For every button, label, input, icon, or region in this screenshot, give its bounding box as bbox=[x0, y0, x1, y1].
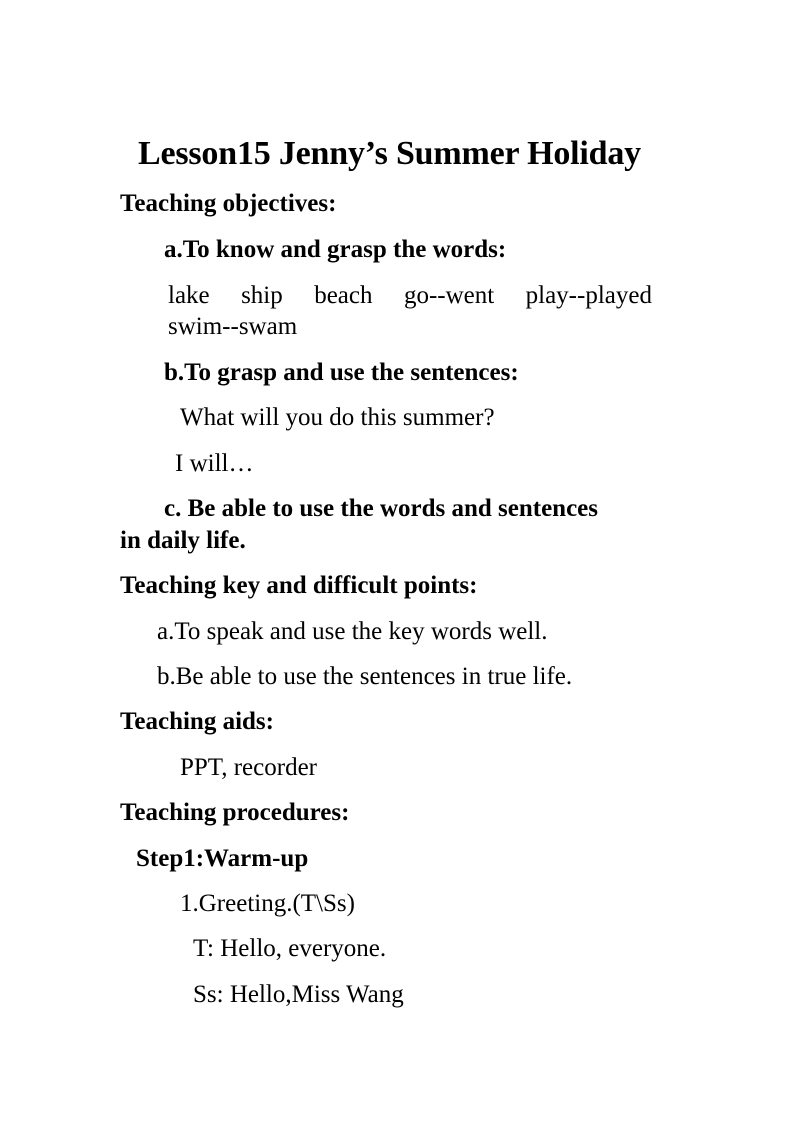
lesson-title: Lesson15 Jenny’s Summer Holiday bbox=[138, 135, 641, 172]
objective-c-line2: in daily life. bbox=[120, 527, 246, 554]
vocabulary-word: ship bbox=[241, 282, 283, 309]
step1-heading: Step1:Warm-up bbox=[136, 845, 309, 872]
vocabulary-word: beach bbox=[314, 282, 373, 309]
teacher-line: T: Hello, everyone. bbox=[193, 935, 387, 962]
key-points-heading: Teaching key and difficult points: bbox=[120, 572, 478, 599]
objectives-heading: Teaching objectives: bbox=[120, 190, 337, 217]
students-line: Ss: Hello,Miss Wang bbox=[193, 981, 404, 1008]
aids-heading: Teaching aids: bbox=[120, 708, 274, 735]
procedures-heading: Teaching procedures: bbox=[120, 799, 350, 826]
vocabulary-word: go--went bbox=[403, 282, 495, 309]
key-sentence-question: What will you do this summer? bbox=[180, 404, 495, 431]
vocabulary-list-line2: swim--swam bbox=[168, 313, 298, 340]
key-sentence-answer: I will… bbox=[175, 450, 254, 477]
aids-items: PPT, recorder bbox=[180, 754, 317, 781]
greeting-item: 1.Greeting.(T\Ss) bbox=[180, 890, 355, 917]
key-point-a: a.To speak and use the key words well. bbox=[157, 618, 548, 645]
objective-b-heading: b.To grasp and use the sentences: bbox=[164, 359, 519, 386]
vocabulary-list bbox=[168, 283, 652, 308]
key-point-b: b.Be able to use the sentences in true life. bbox=[157, 663, 573, 690]
objective-c-line1: c. Be able to use the words and sentences bbox=[164, 495, 599, 522]
vocabulary-word: lake bbox=[168, 282, 210, 309]
vocabulary-word: play--played bbox=[525, 282, 652, 309]
objective-a-heading: a.To know and grasp the words: bbox=[164, 236, 507, 263]
